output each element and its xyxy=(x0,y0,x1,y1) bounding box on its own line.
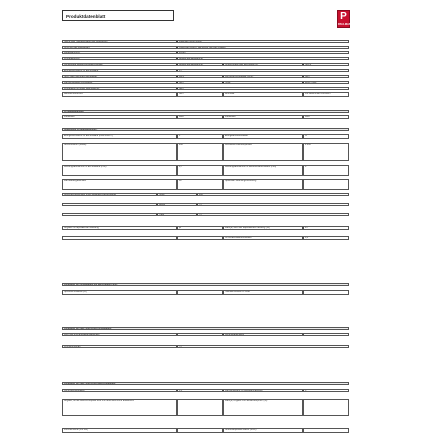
table-cell: Stroboskopeffekt-Metrik (SVM) xyxy=(223,428,303,433)
table-row xyxy=(62,92,349,97)
table-cell: G xyxy=(303,134,349,139)
table-row xyxy=(62,203,349,206)
table-row xyxy=(62,213,349,216)
table-cell: nein xyxy=(177,87,349,90)
table-row xyxy=(62,283,349,286)
table-cell: Farbeinstellbare Lichtquelle: xyxy=(62,81,177,84)
table-cell: 80 xyxy=(177,179,223,190)
table-cell: Andere als aufgedruckt xyxy=(177,57,349,60)
table-cell: 0,5 xyxy=(177,389,223,392)
table-cell: NDLS xyxy=(303,63,349,66)
table-cell: 0,7 xyxy=(177,69,349,72)
document-title: Produktdatenblatt xyxy=(62,10,174,21)
table-row xyxy=(62,165,349,176)
table-row xyxy=(62,327,349,330)
table-cell: Parameter xyxy=(62,115,177,119)
table-cell: Breite xyxy=(157,203,197,206)
table-cell: Blendschutzschild: xyxy=(62,92,177,97)
table-cell xyxy=(177,236,223,240)
table-cell: Allgemeine Produktparameter: xyxy=(62,128,349,131)
table-cell: Spektrale Strahlungsverteilung xyxy=(223,179,303,190)
table-cell: Lichtquelle mit hoher Leuchtdichte: xyxy=(62,87,177,90)
table-cell: Lebensdauerfaktor xyxy=(223,333,303,336)
table-row xyxy=(62,134,349,139)
table-cell xyxy=(62,203,157,206)
table-cell xyxy=(303,290,349,295)
table-cell: Energieeffizienzklasse xyxy=(223,134,303,139)
table-cell: Flimmermetrik (Pst LM) xyxy=(62,428,177,433)
table-cell: Anschrift des Lieferanten: xyxy=(62,46,177,49)
table-cell: 0,7 xyxy=(177,165,223,176)
table-cell: Vernetzte Lichtquelle (CLS): xyxy=(223,75,303,78)
table-cell: Andere als aufgedruckt xyxy=(177,63,223,66)
table-row xyxy=(62,226,349,230)
table-row xyxy=(62,179,349,190)
table-row xyxy=(62,63,349,66)
table-cell: Farbwiedergabeindex xyxy=(62,179,177,190)
table-row xyxy=(62,51,349,54)
table-cell: Lichtquellentyp: xyxy=(62,57,177,60)
table-cell: Wert des R9-Farbwiedergabeindex xyxy=(62,333,177,336)
table-cell: nein xyxy=(177,81,223,84)
table-row xyxy=(62,87,349,90)
logo-word: PAULMANN xyxy=(338,23,353,26)
table-cell: Energieverbrauch im Ein-Zustand: xyxy=(62,69,177,72)
table-cell: Leistungsaufnahme im Bereitschaftszustand (Psb) xyxy=(223,165,303,176)
table-cell: nein xyxy=(303,75,349,78)
table-cell: 75 xyxy=(177,345,349,348)
table-cell: mit bestimmten Dimmern xyxy=(303,92,349,97)
table-cell: 75 xyxy=(197,203,349,206)
table-row xyxy=(62,428,349,433)
table-row xyxy=(62,75,349,78)
table-cell: 1 xyxy=(177,134,223,139)
table-cell: Wert xyxy=(303,115,349,119)
table-row xyxy=(62,81,349,84)
table-cell: Leistungsaufnahme im Ein-Zustand (Pon) xyxy=(62,165,177,176)
table-row xyxy=(62,40,349,43)
table-cell: Produktparameter xyxy=(62,110,349,113)
table-row xyxy=(62,143,349,161)
table-cell: 25 xyxy=(303,226,349,230)
table-cell xyxy=(62,236,177,240)
table-row xyxy=(62,236,349,240)
table-cell: Ungerichtete oder gerichtete LQ: xyxy=(223,63,303,66)
table-row xyxy=(62,345,349,348)
table-cell: Halbwertswinkel in Grad xyxy=(223,290,303,295)
table-cell: Tiefe xyxy=(157,213,197,216)
table-cell: 75 xyxy=(197,213,349,216)
table-row xyxy=(62,115,349,119)
table-cell: Parameter xyxy=(223,115,303,119)
table-row xyxy=(62,46,349,49)
table-cell: 28593 xyxy=(177,51,349,54)
table-cell: 2.000 xyxy=(303,143,349,161)
table-cell: keine Hülle xyxy=(303,81,349,84)
table-cell: 260 xyxy=(177,143,223,161)
table-cell: Wert xyxy=(177,115,223,119)
table-cell: Parameter für Lichtquellen mit gerichtetem Licht: xyxy=(62,283,349,286)
table-cell: Lichtstromerhalt xyxy=(62,345,177,348)
table-cell: Chromatizitätskoordinaten xyxy=(223,236,303,240)
logo-letter: P xyxy=(340,11,347,22)
table-cell: Hülle: xyxy=(223,81,303,84)
table-cell: Außenabmessungen ohne separates Betriebsgerät xyxy=(62,193,157,196)
table-cell xyxy=(303,333,349,336)
table-cell: 0 xyxy=(303,165,349,176)
table-cell: 6 xyxy=(303,389,349,392)
table-cell: Spitzenlichtstärke (cd) xyxy=(62,290,177,295)
table-cell: Korrelierte Farbtemperatur xyxy=(223,143,303,161)
table-cell: Angabe, ob die LED-Lichtquelle eine mit Leuchtstoffröhre austauscht xyxy=(62,399,177,416)
table-cell xyxy=(62,213,157,216)
table-cell xyxy=(303,428,349,433)
table-row xyxy=(62,382,349,385)
table-cell: Energieverbrauch im Ein-Zustand (kWh/1000 h) xyxy=(62,134,177,139)
table-cell: Paulmann Licht GmbH xyxy=(177,40,349,43)
table-cell xyxy=(303,399,349,416)
paulmann-logo xyxy=(337,10,353,28)
table-cell: Nutzlichtstrom (Φuse) xyxy=(62,143,177,161)
table-cell: Name oder Handelsmarke des Lieferanten: xyxy=(62,40,177,43)
table-cell: nein xyxy=(177,92,223,97)
table-cell: 0,5 xyxy=(303,236,349,240)
table-cell xyxy=(177,428,223,433)
table-cell: ja xyxy=(177,226,223,230)
table-row xyxy=(62,389,349,392)
table-row xyxy=(62,69,349,72)
table-cell xyxy=(303,179,349,190)
table-cell: Parameter für LED- und OLED-Netzlichtquellen: xyxy=(62,382,349,385)
table-cell: 200 xyxy=(197,193,349,196)
table-row xyxy=(62,333,349,336)
table-cell: Parameter für LED- und OLED-Lichtquellen: xyxy=(62,327,349,330)
table-cell: Verschiebungsfaktor xyxy=(62,389,177,392)
table-cell: Falls ja, Angabe zum Ersatzanspruch (W) xyxy=(223,399,303,416)
table-cell xyxy=(177,399,223,416)
table-row xyxy=(62,193,349,196)
table-row xyxy=(62,399,349,416)
table-cell: Falls ja, Wert der äquivalenten Leistung (W) xyxy=(223,226,303,230)
table-cell: Netz- oder Nichtnetz-Lichtquelle: xyxy=(62,75,177,78)
table-cell: Modellkennung: xyxy=(62,51,177,54)
table-row xyxy=(62,57,349,60)
table-cell: Quezinger Feld 2, DE-31832 Springe-Völksen xyxy=(177,46,349,49)
table-row xyxy=(62,110,349,113)
table-cell: Höhe xyxy=(157,193,197,196)
table-row xyxy=(62,128,349,131)
table-row xyxy=(62,290,349,295)
table-cell xyxy=(177,333,223,336)
table-cell: Farbkonsistenz in MacAdam-Ellipsen xyxy=(223,389,303,392)
table-cell: MLS xyxy=(177,75,223,78)
table-cell: Dimmbar: xyxy=(223,92,303,97)
table-cell xyxy=(177,290,223,295)
table-cell: Verwendete Beleuchtungstechnologie: xyxy=(62,63,177,66)
table-cell: Angabe zur äquivalenten Leistung xyxy=(62,226,177,230)
